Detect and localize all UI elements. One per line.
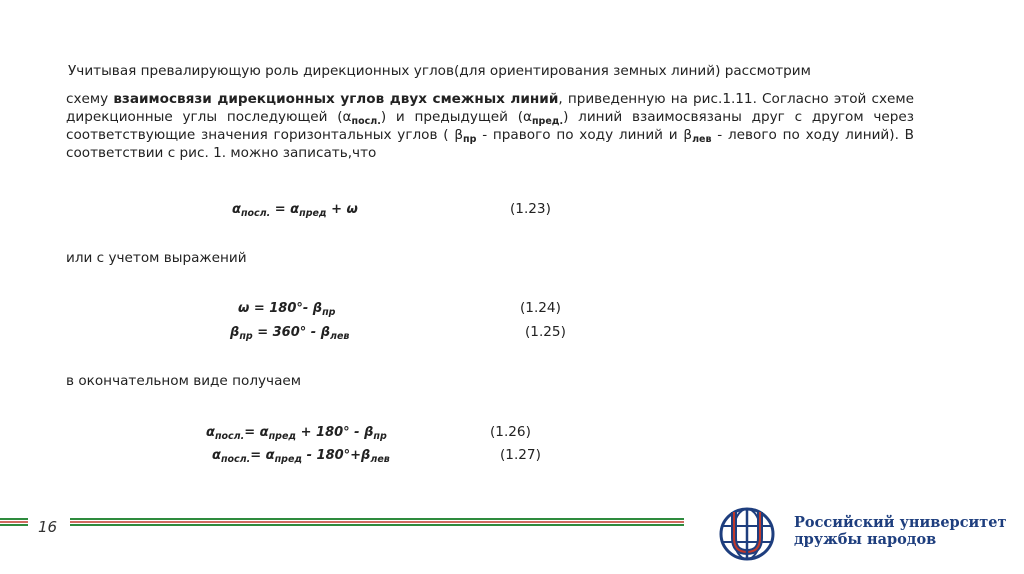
rudn-globe-logo-icon: [716, 506, 778, 562]
subscript: пред: [274, 454, 303, 465]
equation-part: ω = 180°- β: [238, 301, 323, 316]
paragraph-intro: Учитывая превалирующую роль дирекционных углов(для ориентирования земных линий) рассмотрим: [68, 63, 811, 79]
subscript: лев: [370, 454, 390, 465]
equation-part: + ω: [326, 202, 358, 217]
equation-number: (1.26): [490, 424, 531, 440]
equation-part: + 180° - β: [296, 425, 374, 440]
equation-part: = α: [244, 425, 269, 440]
subscript: пр: [322, 307, 336, 318]
university-name-line1: Российский университет: [794, 514, 1007, 531]
university-name: [794, 514, 1006, 548]
alpha-symbol: α: [232, 202, 241, 217]
equation-part: - 180°+β: [302, 448, 371, 463]
text-fragment: ) и предыдущей (α: [380, 109, 532, 125]
equation-number: (1.27): [500, 447, 541, 463]
footer-stripe-right: [70, 519, 684, 525]
text-fragment: - левого по ходу линий). В соответствии с рис. 1. можно записать,что: [66, 127, 915, 161]
subscript: посл.: [220, 454, 251, 465]
equation-part: β: [230, 325, 240, 340]
subscript-pr: пр: [463, 134, 477, 145]
text-fragment: ) линий взаимосвязаны друг с другом через соответствующие значения горизонтальных углов ( β: [66, 109, 914, 143]
page-number: 16: [38, 518, 58, 536]
subscript: лев: [330, 331, 350, 342]
text-fragment: - правого по ходу линий и β: [476, 127, 693, 143]
equation-number: (1.24): [520, 300, 561, 316]
university-name-line2: дружбы народов: [794, 531, 937, 548]
equation-1-25: [230, 324, 349, 341]
equation-1-23: [232, 201, 358, 218]
subscript: пр: [239, 331, 253, 342]
subscript: посл.: [240, 208, 271, 219]
equation-part: = α: [250, 448, 275, 463]
alpha-symbol: α: [206, 425, 215, 440]
footer-stripe-left: [0, 519, 28, 525]
paragraph-scheme: [66, 90, 914, 162]
subscript-posl: посл.: [351, 116, 381, 127]
equation-part: = 360° - β: [252, 325, 331, 340]
equation-1-24: [238, 300, 335, 317]
equation-number: (1.25): [525, 324, 566, 340]
subscript: посл.: [214, 431, 245, 442]
footer-stripes: [0, 510, 700, 540]
alpha-symbol: α: [212, 448, 221, 463]
text-final-form: в окончательном виде получаем: [66, 373, 302, 389]
text-with-expressions: или с учетом выражений: [66, 250, 247, 266]
equation-part: = α: [270, 202, 300, 217]
subscript: пред: [268, 431, 297, 442]
subscript: пред: [299, 208, 327, 219]
equation-1-27: [212, 447, 390, 464]
bold-term: взаимосвязи дирекционных углов двух смежных линий: [113, 91, 559, 107]
text-fragment: схему: [66, 91, 114, 107]
subscript-pred: пред.: [531, 116, 564, 127]
equation-number: (1.23): [510, 201, 551, 217]
subscript: пр: [373, 431, 387, 442]
text-fragment: , приведенную на рис.1.11. Согласно этой схеме дирекционные углы последующей (α: [66, 91, 914, 125]
subscript-lev: лев: [692, 134, 712, 145]
equation-1-26: [206, 424, 387, 441]
